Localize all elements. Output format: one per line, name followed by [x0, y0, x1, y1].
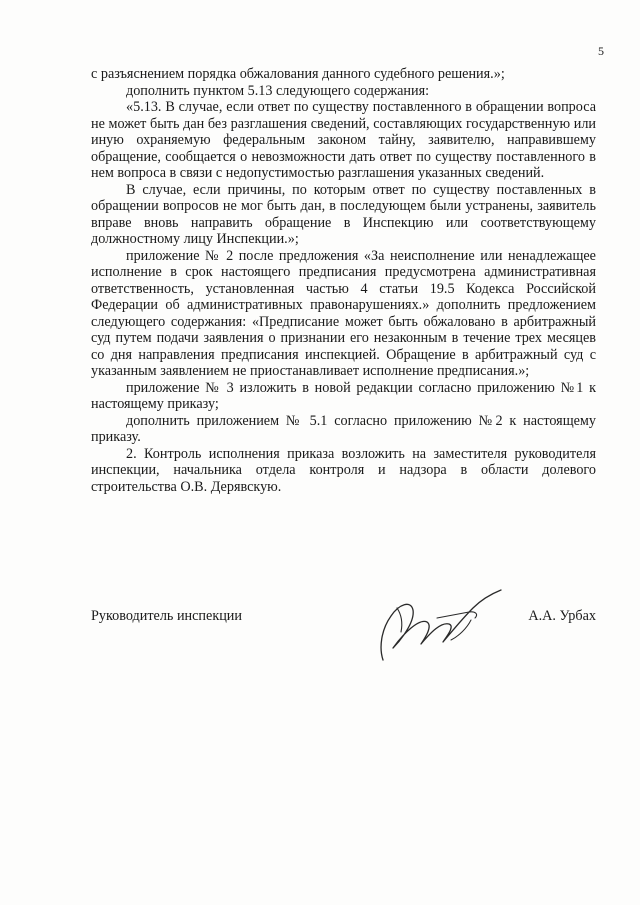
paragraph-1: с разъяснением порядка обжалования данного судебного решения.»; [91, 66, 505, 82]
signer-title: Руководитель инспекции [91, 608, 242, 624]
paragraph-4: В случае, если причины, по которым ответ по существу поставленных в обращении вопросов не мог быть дан, в последующем были устранены, заявитель вправе вновь направить обращение в Инспекцию или соответствующему должностному лицу Инспекции.»; [91, 181, 596, 247]
signer-name: А.А. Урбах [528, 608, 596, 624]
page-number: 5 [598, 44, 604, 58]
document-body [91, 66, 596, 495]
paragraph-3: «5.13. В случае, если ответ по существу поставленного в обращении вопроса не может быть дан без разглашения сведений, составляющих государственную или иную охраняемую федеральным законом тайну, заявителю, направившему обращение, сообщается о невозможности дать ответ по существу поставленного в нем вопроса в связи с недопустимостью разглашения указанных сведений. [91, 99, 596, 181]
paragraph-8: 2. Контроль исполнения приказа возложить на заместителя руководителя инспекции, начальника отдела контроля и надзора в области долевого строительства О.В. Дерявскую. [91, 445, 596, 495]
paragraph-2: дополнить пунктом 5.13 следующего содержания: [126, 82, 430, 99]
signature-block [91, 578, 596, 668]
handwritten-signature [341, 578, 521, 668]
paragraph-7: дополнить приложением № 5.1 согласно приложению №2 к настоящему приказу. [91, 412, 596, 445]
paragraph-6: приложение № 3 изложить в новой редакции согласно приложению №1 к настоящему приказу; [91, 379, 596, 412]
paragraph-5: приложение № 2 после предложения «За неисполнение или ненадлежащее исполнение в срок настоящего предписания предусмотрена административная ответственность, установленная частью 4 статьи 19.5 Кодекса Российской Федерации об административных правонарушениях.» дополнить предложением следующего содержания: «Предписание может быть обжаловано в арбитражный суд путем подачи заявления о признании его незаконным в течение трех месяцев со дня направления предписания инспекцией. Обращение в арбитражный суд с указанным заявлением не приостанавливает исполнение предписания.»; [91, 247, 596, 379]
